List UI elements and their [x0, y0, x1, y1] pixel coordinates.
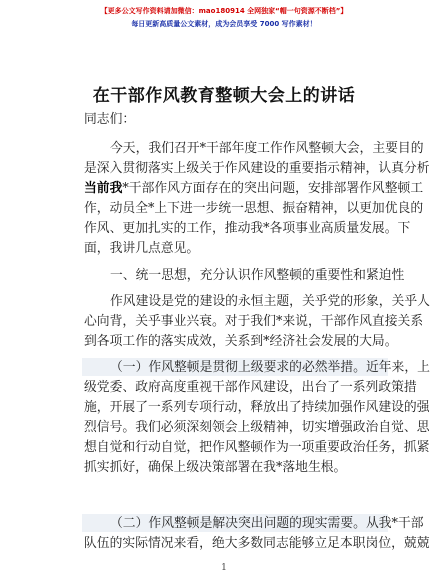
- promo-banner-line-2: 每日更新高质量公文素材，成为会员享受 7000 写作素材！: [131, 20, 317, 28]
- greeting: 同志们：: [84, 112, 136, 127]
- para3-line: 烈信号。我们必须深刻领会上级精神，切实增强政治自觉、思: [84, 420, 430, 435]
- promo-banner-line-1: 【更多公文写作资料请加微信：mao180914 全网独家“帽一句资源不断档”】: [100, 7, 348, 15]
- para1-line: [84, 181, 424, 197]
- para1-line: 面，我讲几点意见。: [84, 241, 200, 256]
- para3-line: 施，开展了一系列专项行动，释放出了持续加强作风建设的强: [84, 400, 430, 415]
- document-title: 在干部作风教育整顿大会上的讲话: [92, 86, 356, 106]
- para4-line: （二）作风整顿是解决突出问题的现实需要。从我*干部: [110, 516, 424, 531]
- para1-line: 作，动员全*上下进一步统一思想、振奋精神，以更加优良的: [84, 201, 424, 216]
- para3-line: 抓实抓好，确保上级决策部署在我*落地生根。: [84, 460, 347, 475]
- para1-line: 作风、更加扎实的工作，推动我*各项事业高质量发展。下: [84, 221, 411, 236]
- para1-line: 今天，我们召开*干部年度工作作风整顿大会，主要目的: [110, 141, 424, 156]
- para1-line-rest: *干部作风方面存在的突出问题，安排部署作风整顿工: [122, 181, 424, 196]
- para2-line: 心向背，关乎事业兴衰。对于我们*来说，干部作风直接关系: [84, 314, 424, 329]
- para3-line: 级党委、政府高度重视干部作风建设，出台了一系列政策措: [84, 380, 417, 395]
- section-heading: 一、统一思想，充分认识作风整顿的重要性和紧迫性: [110, 268, 405, 283]
- para1-line: 是深入贯彻落实上级关于作风建设的重要指示精神，认真分析: [84, 161, 430, 176]
- para3-line: 想自觉和行动自觉，把作风整顿作为一项重要政治任务，抓紧: [84, 440, 430, 455]
- para4-line: 队伍的实际情况来看，绝大多数同志能够立足本职岗位，兢兢: [84, 536, 430, 551]
- bold-run: 当前我: [84, 181, 123, 196]
- para2-line: 到各项工作的落实成效，关系到*经济社会发展的大局。: [84, 334, 398, 349]
- page-number: 1: [221, 563, 227, 573]
- para3-line: （一）作风整顿是贯彻上级要求的必然举措。近年来，上: [110, 360, 430, 375]
- para2-line: 作风建设是党的建设的永恒主题，关乎党的形象，关乎人: [110, 294, 430, 309]
